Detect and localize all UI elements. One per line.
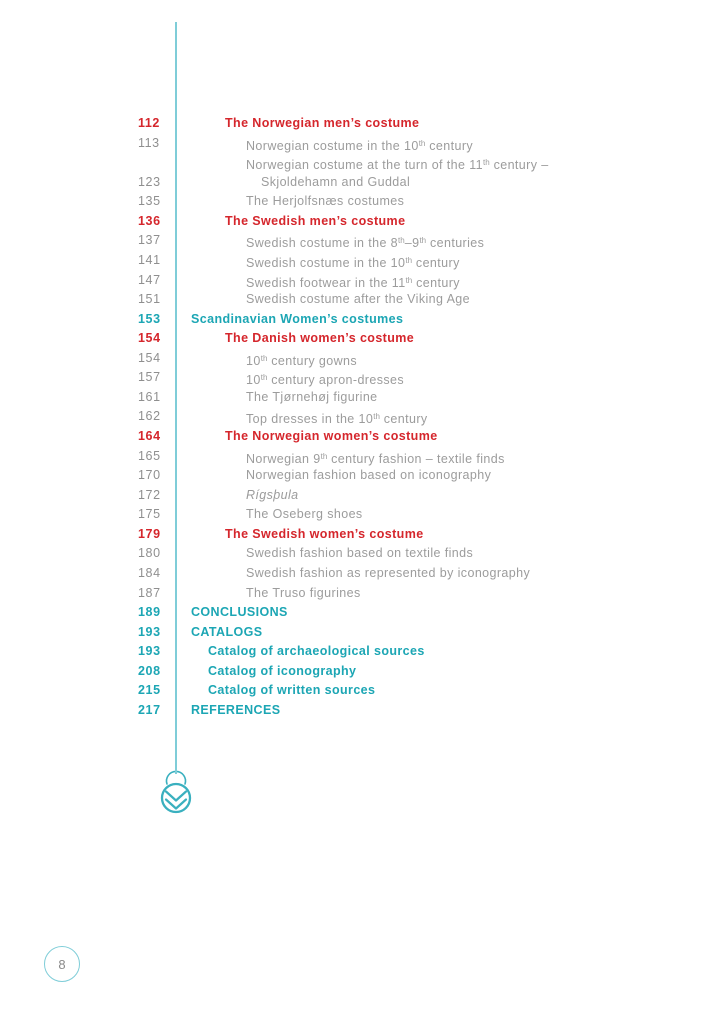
toc-page-number: 113 bbox=[138, 135, 160, 150]
toc-entry-label: REFERENCES bbox=[191, 702, 281, 717]
toc-row bbox=[0, 173, 726, 193]
toc-page-number: 208 bbox=[138, 663, 161, 678]
toc-row bbox=[0, 447, 726, 467]
toc-entry-label: Scandinavian Women’s costumes bbox=[191, 311, 404, 326]
toc-entry-label: Top dresses in the 10th century bbox=[246, 412, 428, 427]
toc-entry-label: Swedish costume in the 10th century bbox=[246, 255, 460, 270]
toc-page-number: 217 bbox=[138, 702, 161, 717]
toc-entry-label: Catalog of iconography bbox=[208, 663, 357, 678]
toc-row bbox=[0, 603, 726, 623]
toc-page-number: 165 bbox=[138, 448, 161, 463]
toc-page-number: 135 bbox=[138, 194, 161, 209]
toc-page-number: 137 bbox=[138, 233, 161, 248]
toc-row bbox=[0, 642, 726, 662]
toc-page-number: 180 bbox=[138, 546, 161, 561]
toc-row bbox=[0, 368, 726, 388]
toc-entry-label: Swedish footwear in the 11th century bbox=[246, 275, 460, 290]
toc-page-number: 154 bbox=[138, 331, 161, 346]
toc-entry-label: The Herjolfsnæs costumes bbox=[246, 194, 405, 209]
page-number-badge bbox=[44, 946, 80, 982]
toc-row bbox=[0, 349, 726, 369]
toc-row bbox=[0, 623, 726, 643]
toc-page-number: 179 bbox=[138, 526, 161, 541]
toc-page-number: 136 bbox=[138, 213, 161, 228]
toc-page-number: 170 bbox=[138, 468, 161, 483]
toc-row bbox=[0, 466, 726, 486]
toc-row bbox=[0, 231, 726, 251]
toc-entry-label: Norwegian costume in the 10th century bbox=[246, 138, 474, 153]
toc-page-number: 123 bbox=[138, 174, 161, 189]
toc-entry-label: Swedish fashion based on textile finds bbox=[246, 546, 474, 561]
toc-row bbox=[0, 564, 726, 584]
toc-row bbox=[0, 290, 726, 310]
toc-entry-label: Swedish costume after the Viking Age bbox=[246, 292, 471, 307]
toc-page-number: 147 bbox=[138, 272, 161, 287]
toc-row bbox=[0, 701, 726, 721]
toc-entry-label: 10th century gowns bbox=[246, 353, 358, 368]
toc-row bbox=[0, 310, 726, 330]
toc-page-number: 162 bbox=[138, 409, 161, 424]
toc-row bbox=[0, 427, 726, 447]
toc-row bbox=[0, 153, 726, 173]
toc-entry-label: Norwegian costume at the turn of the 11th century – bbox=[246, 158, 549, 173]
toc-entry-label: CONCLUSIONS bbox=[191, 605, 288, 620]
toc-entry-label: The Danish women’s costume bbox=[225, 331, 415, 346]
page-number: 8 bbox=[58, 956, 66, 972]
toc-page-number: 172 bbox=[138, 487, 161, 502]
toc-entry-label: The Norwegian men’s costume bbox=[225, 116, 420, 130]
toc-page-number: 215 bbox=[138, 683, 161, 698]
toc-row bbox=[0, 251, 726, 271]
toc-row bbox=[0, 212, 726, 232]
toc-page-number: 164 bbox=[138, 429, 161, 443]
toc-entry-label: Catalog of written sources bbox=[208, 683, 376, 698]
toc-entry-label: Norwegian 9th century fashion – textile finds bbox=[246, 451, 505, 466]
toc-row bbox=[0, 271, 726, 291]
toc-page-number: 193 bbox=[138, 624, 161, 639]
toc-entry-label: The Swedish women’s costume bbox=[225, 526, 424, 541]
toc-page-number: 187 bbox=[138, 585, 161, 600]
toc-entry-label: Swedish costume in the 8th–9th centuries bbox=[246, 236, 485, 251]
toc-row bbox=[0, 662, 726, 682]
toc-page-number: 161 bbox=[138, 389, 161, 404]
toc-entry-label: Catalog of archaeological sources bbox=[208, 644, 425, 659]
toc-page-number: 175 bbox=[138, 507, 161, 522]
toc-row bbox=[0, 525, 726, 545]
toc-row bbox=[0, 134, 726, 154]
toc-entry-label: Swedish fashion as represented by iconography bbox=[246, 565, 531, 580]
toc-page-number: 112 bbox=[138, 116, 160, 130]
toc-entry-label: 10th century apron-dresses bbox=[246, 373, 405, 388]
toc-row bbox=[0, 505, 726, 525]
toc-entry-label: Rígsþula bbox=[246, 487, 299, 502]
toc-page-number: 151 bbox=[138, 292, 161, 307]
toc-entry-label: CATALOGS bbox=[191, 624, 263, 639]
toc-row bbox=[0, 388, 726, 408]
table-of-contents bbox=[0, 114, 726, 720]
toc-page-number: 157 bbox=[138, 370, 161, 385]
pendant-chevron-icon bbox=[154, 758, 198, 818]
toc-page-number: 141 bbox=[138, 252, 161, 267]
toc-page-number: 184 bbox=[138, 565, 161, 580]
toc-row bbox=[0, 407, 726, 427]
toc-row bbox=[0, 192, 726, 212]
toc-row bbox=[0, 584, 726, 604]
toc-entry-label: The Swedish men’s costume bbox=[225, 213, 406, 228]
toc-entry-label: The Truso figurines bbox=[246, 585, 361, 600]
toc-entry-label: Skjoldehamn and Guddal bbox=[261, 174, 411, 189]
toc-entry-label: The Oseberg shoes bbox=[246, 507, 363, 522]
toc-page-number: 193 bbox=[138, 644, 161, 659]
toc-page-number: 189 bbox=[138, 605, 161, 620]
toc-entry-label: Norwegian fashion based on iconography bbox=[246, 468, 492, 483]
toc-row bbox=[0, 486, 726, 506]
toc-entry-label: The Tjørnehøj figurine bbox=[246, 389, 378, 404]
toc-row bbox=[0, 329, 726, 349]
toc-row bbox=[0, 114, 726, 134]
toc-row bbox=[0, 544, 726, 564]
toc-page-number: 153 bbox=[138, 311, 161, 326]
toc-row bbox=[0, 681, 726, 701]
toc-entry-label: The Norwegian women’s costume bbox=[225, 429, 438, 443]
toc-page-number: 154 bbox=[138, 350, 161, 365]
